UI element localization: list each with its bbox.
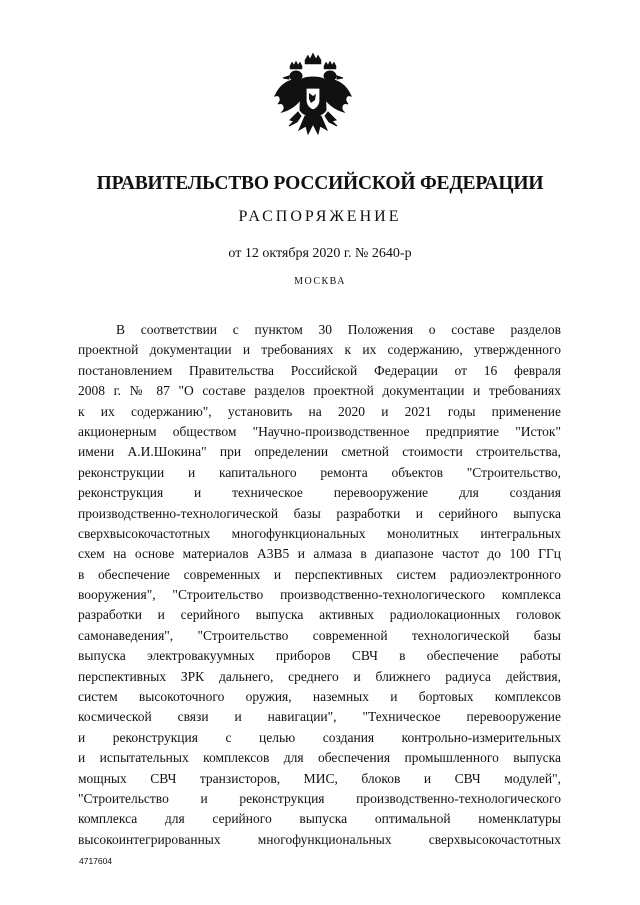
document-date-number: от 12 октября 2020 г. № 2640-р [228, 246, 412, 261]
document-code: 4717604 [79, 856, 113, 866]
body-line: в обеспечение современных и перспективных систем радиоэлектронного [78, 566, 561, 582]
body-line: 2008 г. № 87 "О составе разделов проектной документации и требованиях [78, 383, 561, 399]
document-type: РАСПОРЯЖЕНИЕ [238, 208, 402, 225]
body-line: перспективных ЗРК дальнего, среднего и ближнего радиуса действия, [78, 668, 561, 684]
body-line: "Строительство и реконструкция производственно-технологического [78, 790, 561, 806]
body-line: мощных СВЧ транзисторов, МИС, блоков и СВЧ модулей", [78, 770, 561, 786]
body-line: систем высокоточного оружия, наземных и бортовых комплексов [78, 689, 561, 705]
body-line: сверхвысокочастотных многофункциональных монолитных интегральных [78, 525, 561, 541]
body-line: проектной документации и требованиях к их содержанию, утвержденного [78, 342, 561, 358]
document-body [78, 320, 561, 850]
body-line: и испытательных комплексов для обеспечения промышленного выпуска [78, 750, 561, 766]
body-line: и реконструкция с целью создания контрольно-измерительных [78, 729, 561, 745]
body-line: разработки и серийного выпуска активных радиолокационных головок [78, 607, 561, 623]
body-line: реконструкция и техническое перевооружение для создания [78, 485, 561, 501]
body-line: постановлением Правительства Российской Федерации от 16 февраля [78, 362, 561, 378]
body-line: комплекса для серийного выпуска оптимальной номенклатуры [78, 811, 561, 827]
body-line: самонаведения", "Строительство современной технологической базы [78, 627, 561, 643]
government-title: ПРАВИТЕЛЬСТВО РОССИЙСКОЙ ФЕДЕРАЦИИ [96, 173, 544, 194]
body-line: имени А.И.Шокина" при определении сметной стоимости строительства, [78, 444, 561, 460]
body-line: космической связи и навигации", "Техническое перевооружение [78, 709, 561, 725]
document-city: МОСКВА [294, 276, 346, 287]
body-line: реконструкции и капитального ремонта объектов "Строительство, [78, 464, 561, 480]
body-line: вооружения", "Строительство производственно-технологического комплекса [78, 587, 561, 603]
body-line: производственно-технологической базы разработки и серийного выпуска [78, 505, 561, 521]
coat-of-arms-icon [272, 52, 354, 142]
body-line: акционерным обществом "Научно-производственное предприятие "Исток" [78, 423, 561, 439]
body-line: к их содержанию", установить на 2020 и 2021 годы применение [78, 403, 561, 419]
body-line: высокоинтегрированных многофункциональных сверхвысокочастотных [78, 831, 561, 847]
body-line: В соответствии с пунктом 30 Положения о составе разделов [116, 322, 561, 337]
body-line: схем на основе материалов А3В5 и алмаза в диапазоне частот до 100 ГГц [78, 546, 561, 562]
body-line: выпуска электровакуумных приборов СВЧ в обеспечение работы [78, 648, 561, 664]
